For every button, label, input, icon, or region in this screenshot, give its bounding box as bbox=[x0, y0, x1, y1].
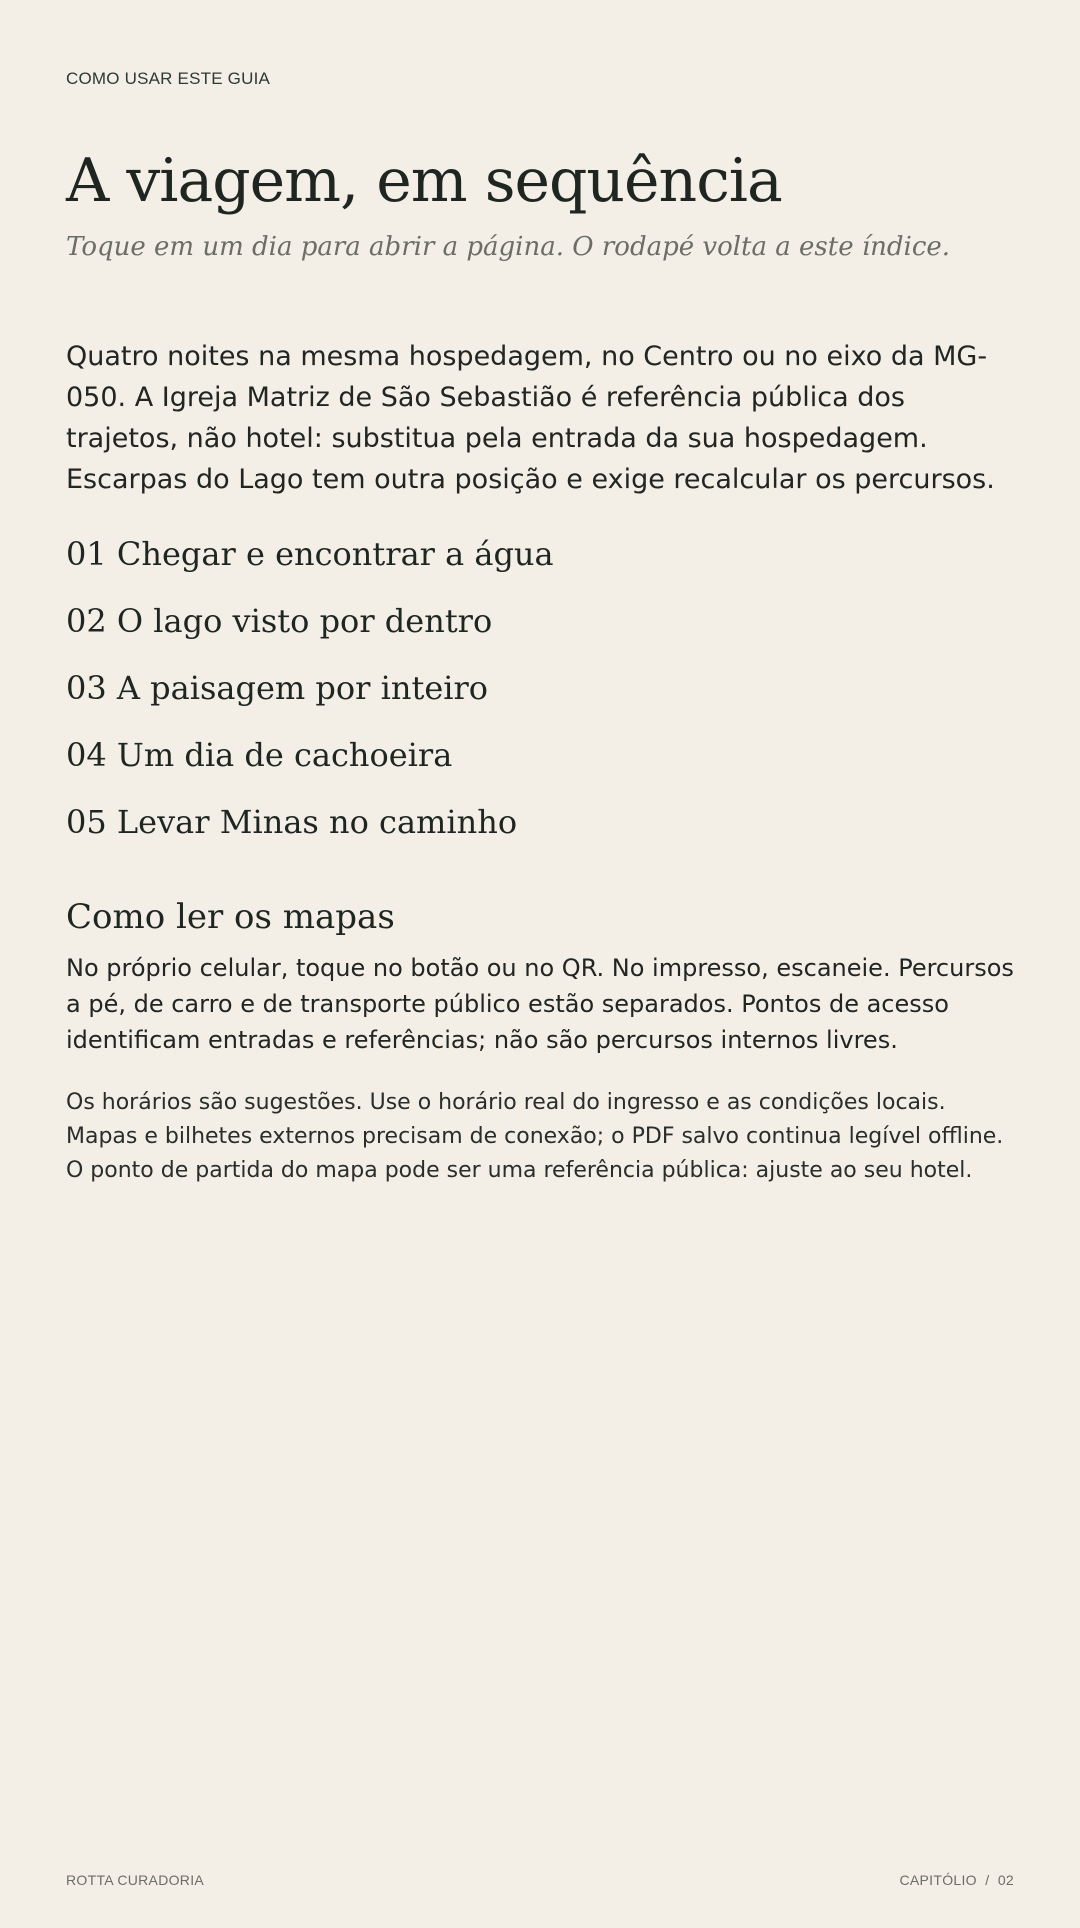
guide-page bbox=[66, 0, 1014, 1928]
day-link-04[interactable]: 04 Um dia de cachoeira bbox=[66, 736, 453, 774]
page-subtitle: Toque em um dia para abrir a página. O rodapé volta a este índice. bbox=[66, 232, 951, 262]
maps-section-title: Como ler os mapas bbox=[66, 897, 395, 937]
footer-chapter-link[interactable]: CAPITÓLIO / 02 bbox=[899, 1872, 1014, 1888]
page-title: A viagem, em sequência bbox=[66, 146, 782, 216]
day-link-02[interactable]: 02 O lago visto por dentro bbox=[66, 602, 493, 640]
intro-paragraph: Quatro noites na mesma hospedagem, no Centro ou no eixo da MG-050. A Igreja Matriz de São Sebastião é referência pública dos trajetos, não hotel: substitua pela entrada da sua hospedagem. Escarpas do Lago tem outra posição e exige recalcular os percursos. bbox=[66, 341, 995, 495]
day-link-01[interactable]: 01 Chegar e encontrar a água bbox=[66, 535, 554, 573]
day-link-05[interactable]: 05 Levar Minas no caminho bbox=[66, 803, 518, 841]
footer-brand: ROTTA CURADORIA bbox=[66, 1872, 205, 1888]
maps-paragraph-2: Os horários são sugestões. Use o horário real do ingresso e as condições locais. Mapas e bilhetes externos precisam de conexão; o PDF salvo continua legível offline. O ponto de partida do mapa pode ser uma referência pública: ajuste ao seu hotel. bbox=[66, 1090, 1004, 1183]
maps-paragraph-1: No próprio celular, toque no botão ou no QR. No impresso, escaneie. Percursos a pé, de carro e de transporte público estão separados. Pontos de acesso identificam entradas e referências; não são percursos internos livres. bbox=[66, 954, 1014, 1054]
day-index-list bbox=[66, 526, 554, 861]
day-link-03[interactable]: 03 A paisagem por inteiro bbox=[66, 669, 489, 707]
section-eyebrow: COMO USAR ESTE GUIA bbox=[66, 69, 271, 88]
